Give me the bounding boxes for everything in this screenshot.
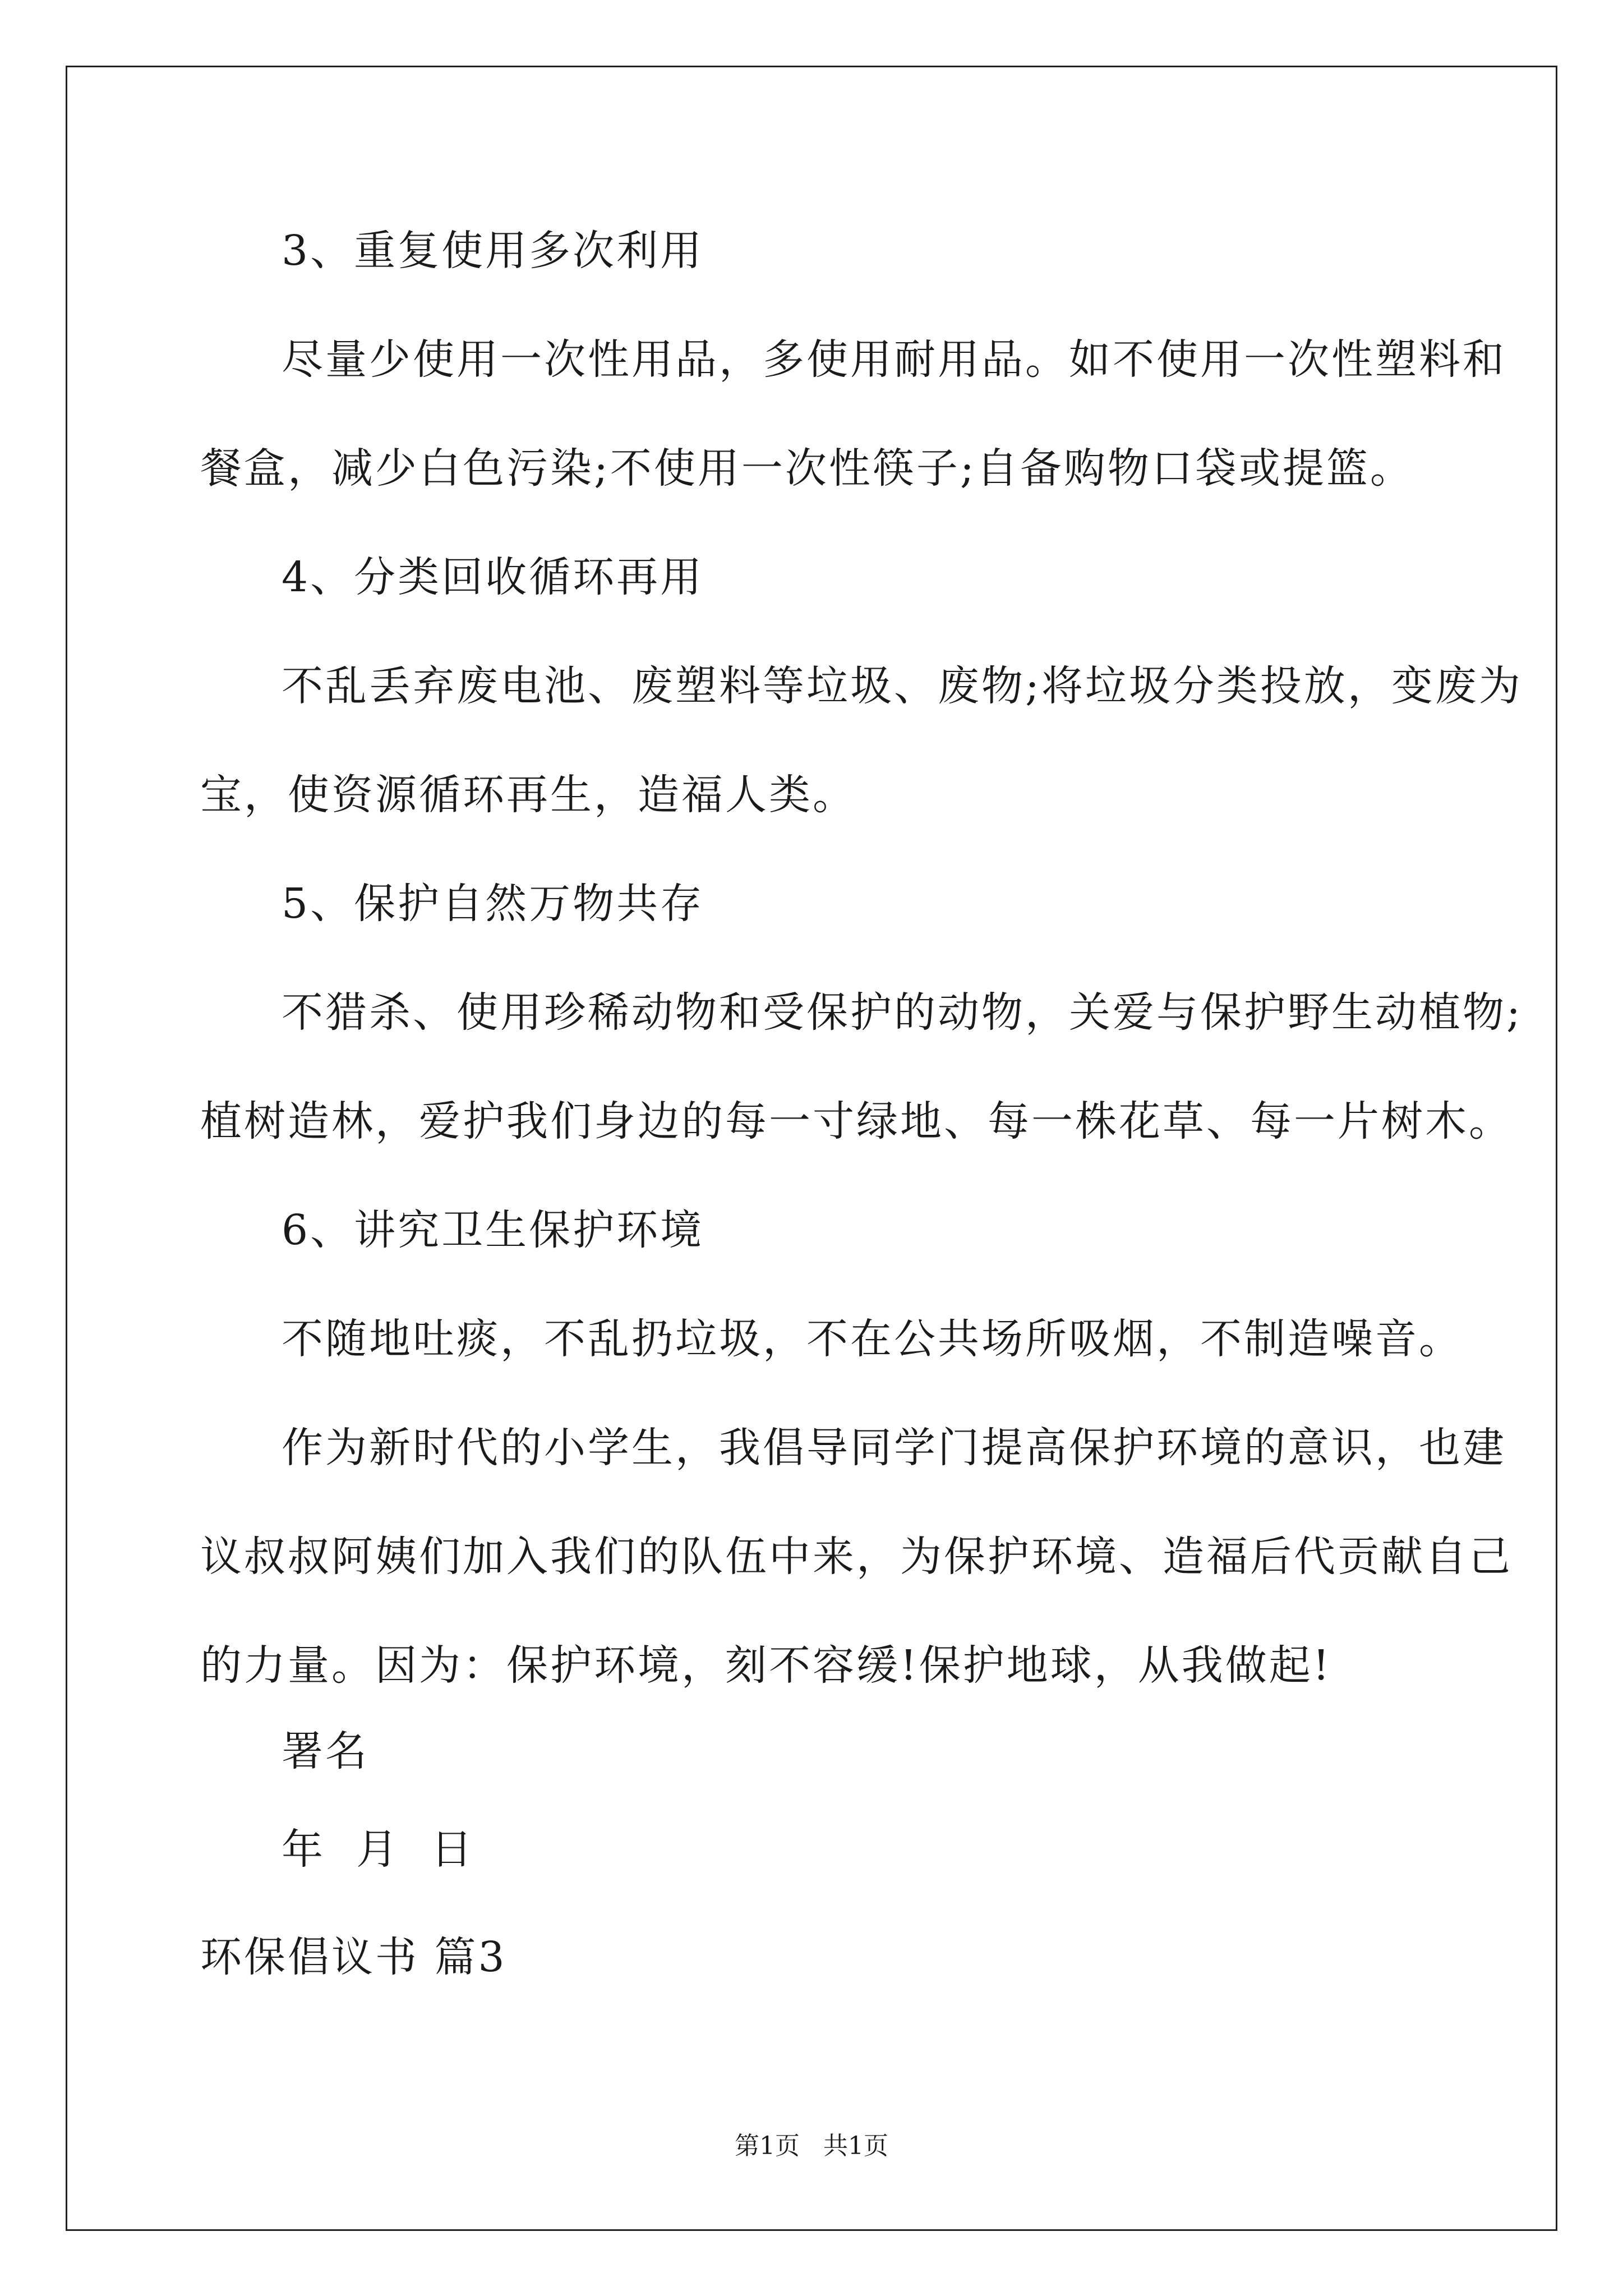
paragraph-line: 餐盒，减少白色污染;不使用一次性筷子;自备购物口袋或提篮。 (200, 444, 1414, 493)
heading-hygiene: 6、讲究卫生保护环境 (282, 1206, 704, 1254)
page-footer: 第1页 共1页 (735, 2132, 888, 2160)
paragraph-line: 议叔叔阿姨们加入我们的队伍中来，为保护环境、造福后代贡献自己 (200, 1533, 1513, 1581)
paragraph-line: 宝，使资源循环再生，造福人类。 (200, 771, 856, 819)
signature-label: 署名 (282, 1727, 369, 1775)
heading-reuse: 3、重复使用多次利用 (282, 227, 704, 275)
paragraph-line: 不随地吐痰，不乱扔垃圾，不在公共场所吸烟，不制造噪音。 (282, 1315, 1463, 1363)
section-title: 环保倡议书 篇3 (200, 1933, 507, 1981)
paragraph-line: 不猎杀、使用珍稀动物和受保护的动物，关爱与保护野生动植物; (282, 988, 1523, 1037)
heading-recycle: 4、分类回收循环再用 (282, 553, 704, 601)
paragraph-line: 不乱丢弃废电池、废塑料等垃圾、废物;将垃圾分类投放，变废为 (282, 662, 1523, 710)
page-border (66, 66, 1557, 2231)
paragraph-line: 的力量。因为：保护环境，刻不容缓!保护地球，从我做起! (200, 1641, 1332, 1690)
date-label: 年 月 日 (282, 1825, 475, 1874)
paragraph-line: 作为新时代的小学生，我倡导同学门提高保护环境的意识，也建 (282, 1424, 1506, 1472)
paragraph-line: 植树造林，爱护我们身边的每一寸绿地、每一株花草、每一片树木。 (200, 1097, 1513, 1145)
paragraph-line: 尽量少使用一次性用品，多使用耐用品。如不使用一次性塑料和 (282, 335, 1506, 384)
heading-protect-nature: 5、保护自然万物共存 (282, 880, 704, 928)
